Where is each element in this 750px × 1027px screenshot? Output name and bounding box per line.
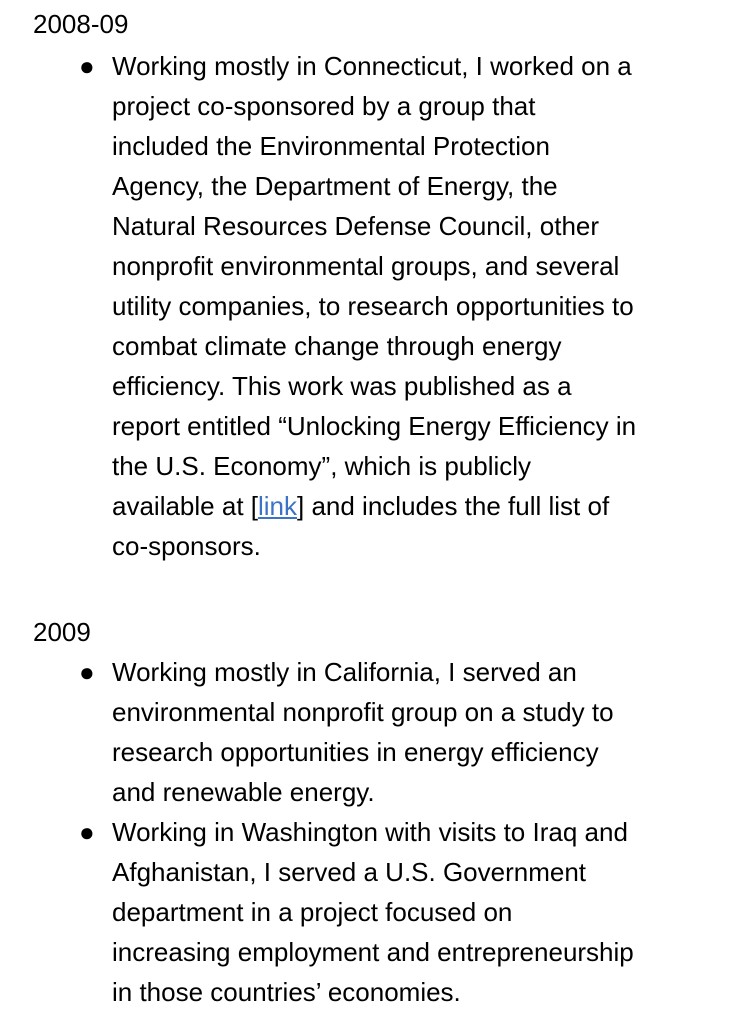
entry-line: in those countries’ economies.: [112, 977, 461, 1007]
entry-line: Working in Washington with visits to Iraq and: [112, 817, 628, 847]
entry-line: included the Environmental Protection: [112, 131, 550, 161]
entry-line: report entitled “Unlocking Energy Efficiency in: [112, 411, 637, 441]
entry-line: project co-sponsored by a group that: [112, 91, 536, 121]
entry-line: utility companies, to research opportunities to: [112, 291, 634, 321]
year-heading: 2009: [33, 617, 91, 647]
entry-line-with-link: [112, 486, 737, 526]
entry-line: increasing employment and entrepreneurship: [112, 937, 634, 967]
entry-line: efficiency. This work was published as a: [112, 371, 572, 401]
entry-line: Natural Resources Defense Council, other: [112, 211, 600, 241]
bullet-icon: ●: [79, 657, 95, 687]
entry-line: research opportunities in energy efficiency: [112, 737, 599, 767]
bullet-icon: ●: [79, 51, 95, 81]
entry-line: the U.S. Economy”, which is publicly: [112, 451, 532, 481]
entry-line: department in a project focused on: [112, 897, 513, 927]
entry-line: nonprofit environmental groups, and several: [112, 251, 620, 281]
entry-line: and renewable energy.: [112, 777, 375, 807]
link-suffix-text: ] and includes the full list of: [297, 491, 610, 521]
entry-line: Agency, the Department of Energy, the: [112, 171, 558, 201]
entry-line: combat climate change through energy: [112, 331, 562, 361]
entry-line: Working mostly in Connecticut, I worked on a: [112, 51, 632, 81]
entry-line: Afghanistan, I served a U.S. Government: [112, 857, 587, 887]
bullet-icon: ●: [79, 817, 95, 847]
entry-line: co-sponsors.: [112, 531, 261, 561]
list-item: [112, 812, 737, 1012]
report-link[interactable]: link: [257, 491, 297, 521]
entry-line: environmental nonprofit group on a study to: [112, 697, 614, 727]
year-heading: 2008-09: [33, 9, 129, 39]
entry-line: Working mostly in California, I served an: [112, 657, 577, 687]
link-prefix-text: available at [: [112, 491, 258, 521]
list-item: [112, 46, 737, 566]
list-item: [112, 652, 737, 812]
